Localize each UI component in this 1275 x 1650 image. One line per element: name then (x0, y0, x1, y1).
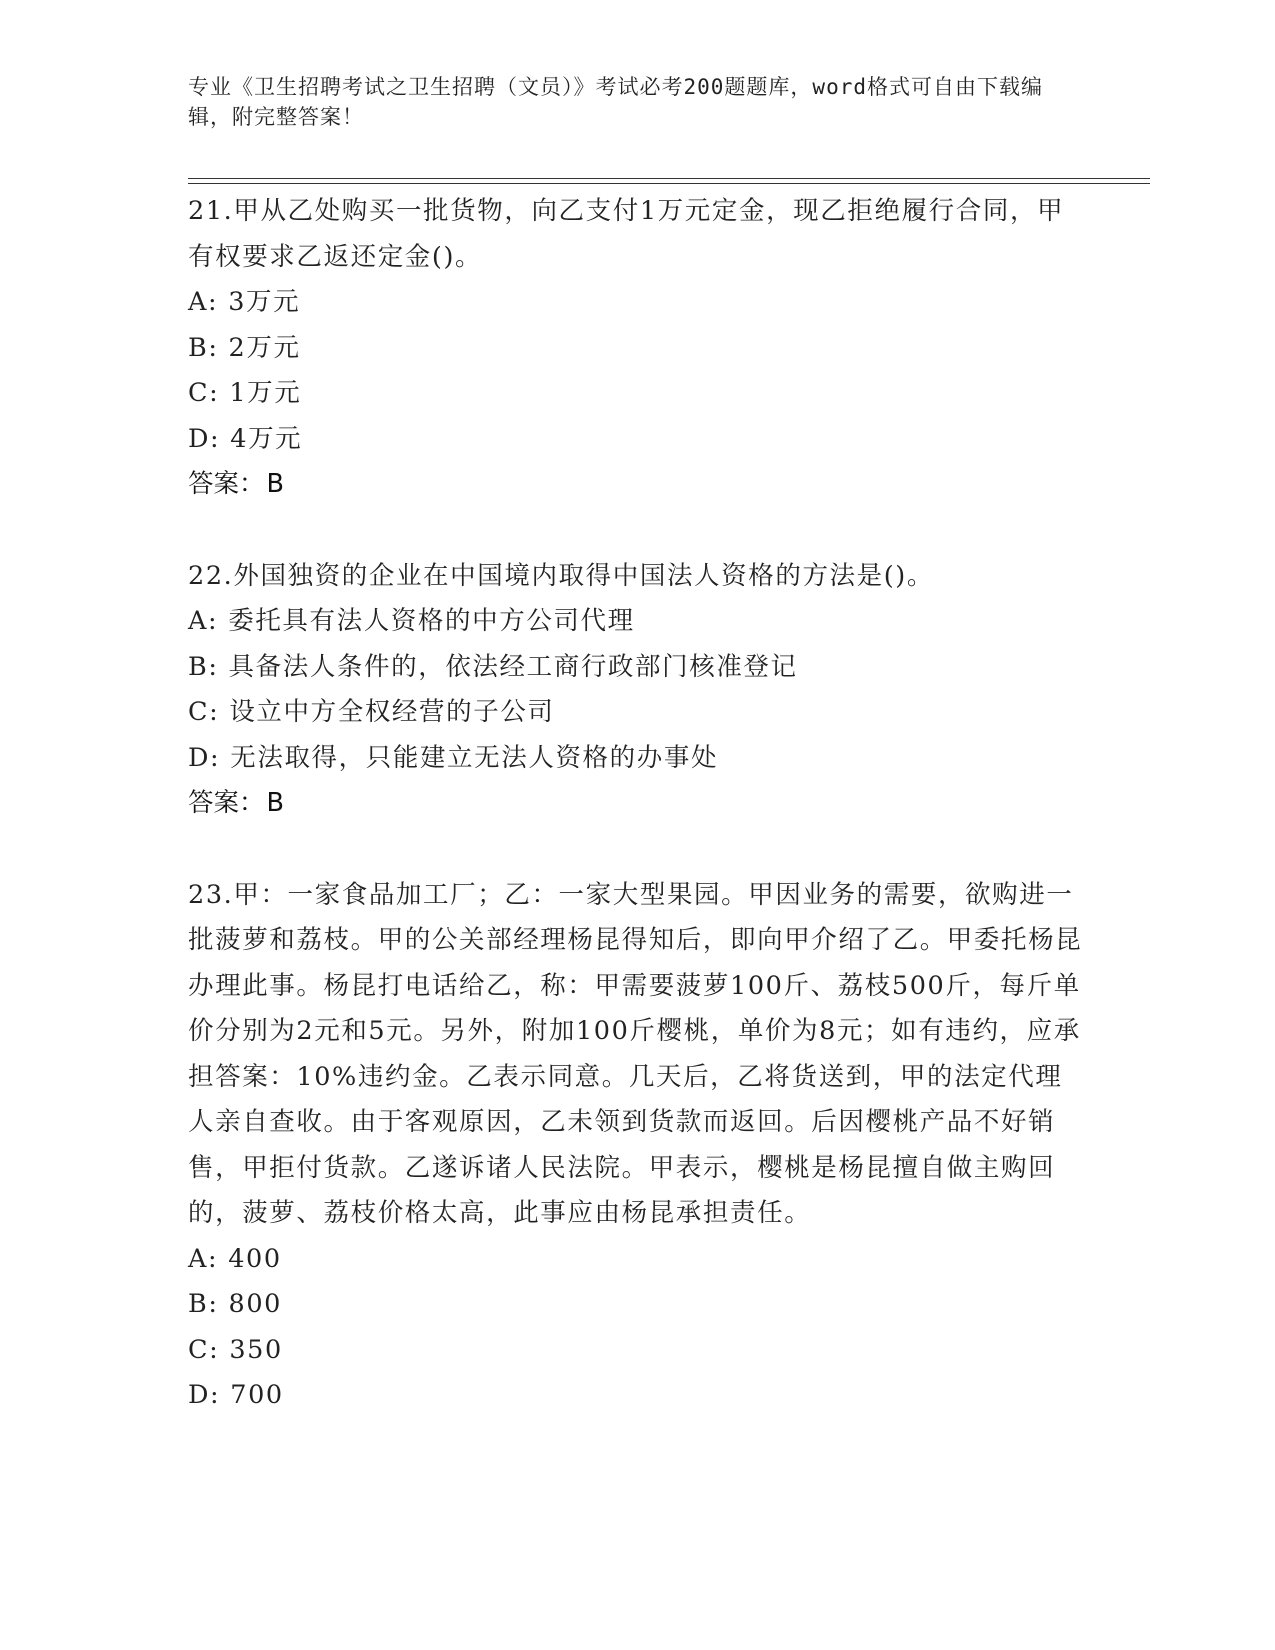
answer-value: B (266, 788, 285, 818)
option-text: 800 (228, 1289, 283, 1319)
header-divider-bottom (188, 183, 1150, 184)
option-b (188, 1282, 1088, 1328)
question-text: 23.甲：一家食品加工厂；乙：一家大型果园。甲因业务的需要，欲购进一批菠萝和荔枝。甲的公关部经理杨昆得知后，即向甲介绍了乙。甲委托杨昆办理此事。杨昆打电话给乙，称：甲需要菠萝100斤、荔枝500斤，每斤单价分别为2元和5元。另外，附加100斤樱桃，单价为8元；如有违约，应承担答案：10%违约金。乙表示同意。几天后，乙将货送到，甲的法定代理人亲自查收。由于客观原因，乙未领到货款而返回。后因樱桃产品不好销售，甲拒付货款。乙遂诉诸人民法院。甲表示，樱桃是杨昆擅自做主购回的，菠萝、荔枝价格太高，此事应由杨昆承担责任。 (188, 879, 1083, 1228)
option-c (188, 1328, 1088, 1374)
answer-line (188, 781, 1088, 827)
option-letter: D: (188, 423, 221, 454)
answer-label: 答案： (188, 788, 265, 818)
answer-value: B (266, 469, 285, 499)
option-d (188, 417, 1088, 463)
option-c (188, 690, 1088, 736)
option-letter: B: (188, 332, 219, 363)
option-letter: D: (188, 742, 221, 773)
question-text: 22.外国独资的企业在中国境内取得中国法人资格的方法是()。 (188, 560, 934, 591)
option-text: 3万元 (228, 287, 301, 317)
answer-label: 答案： (188, 469, 265, 499)
option-text: 1万元 (229, 378, 302, 408)
option-d (188, 736, 1088, 782)
option-text: 400 (228, 1243, 282, 1274)
option-d (188, 1373, 1088, 1419)
question-22 (188, 554, 1088, 827)
option-a (188, 1237, 1088, 1283)
question-text: 21.甲从乙处购买一批货物，向乙支付1万元定金，现乙拒绝履行合同，甲有权要求乙返还定金()。 (188, 196, 1065, 272)
option-letter: C: (188, 697, 220, 727)
option-letter: A: (188, 606, 219, 636)
option-letter: C: (188, 1334, 220, 1365)
option-letter: B: (188, 1289, 219, 1319)
option-b (188, 645, 1088, 691)
option-text: 委托具有法人资格的中方公司代理 (228, 606, 635, 636)
option-letter: A: (188, 1243, 219, 1274)
question-21 (188, 189, 1088, 508)
option-b (188, 326, 1088, 372)
option-text: 700 (230, 1380, 284, 1410)
option-letter: B: (188, 651, 219, 682)
option-text: 具备法人条件的，依法经工商行政部门核准登记 (228, 651, 798, 682)
option-letter: C: (188, 378, 220, 408)
option-a (188, 599, 1088, 645)
answer-line (188, 462, 1088, 508)
option-text: 无法取得，只能建立无法人资格的办事处 (230, 742, 719, 773)
option-c (188, 371, 1088, 417)
option-text: 350 (229, 1334, 283, 1365)
question-list (188, 189, 1088, 1465)
header-divider-top (188, 178, 1150, 179)
option-text: 2万元 (228, 332, 301, 363)
option-text: 设立中方全权经营的子公司 (229, 697, 555, 727)
question-23 (188, 873, 1088, 1419)
option-text: 4万元 (230, 423, 303, 454)
option-letter: A: (188, 287, 219, 317)
option-a (188, 280, 1088, 326)
document-header: 专业《卫生招聘考试之卫生招聘（文员）》考试必考200题题库，word格式可自由下载编辑，附完整答案！ (188, 75, 1043, 129)
option-letter: D: (188, 1380, 221, 1410)
